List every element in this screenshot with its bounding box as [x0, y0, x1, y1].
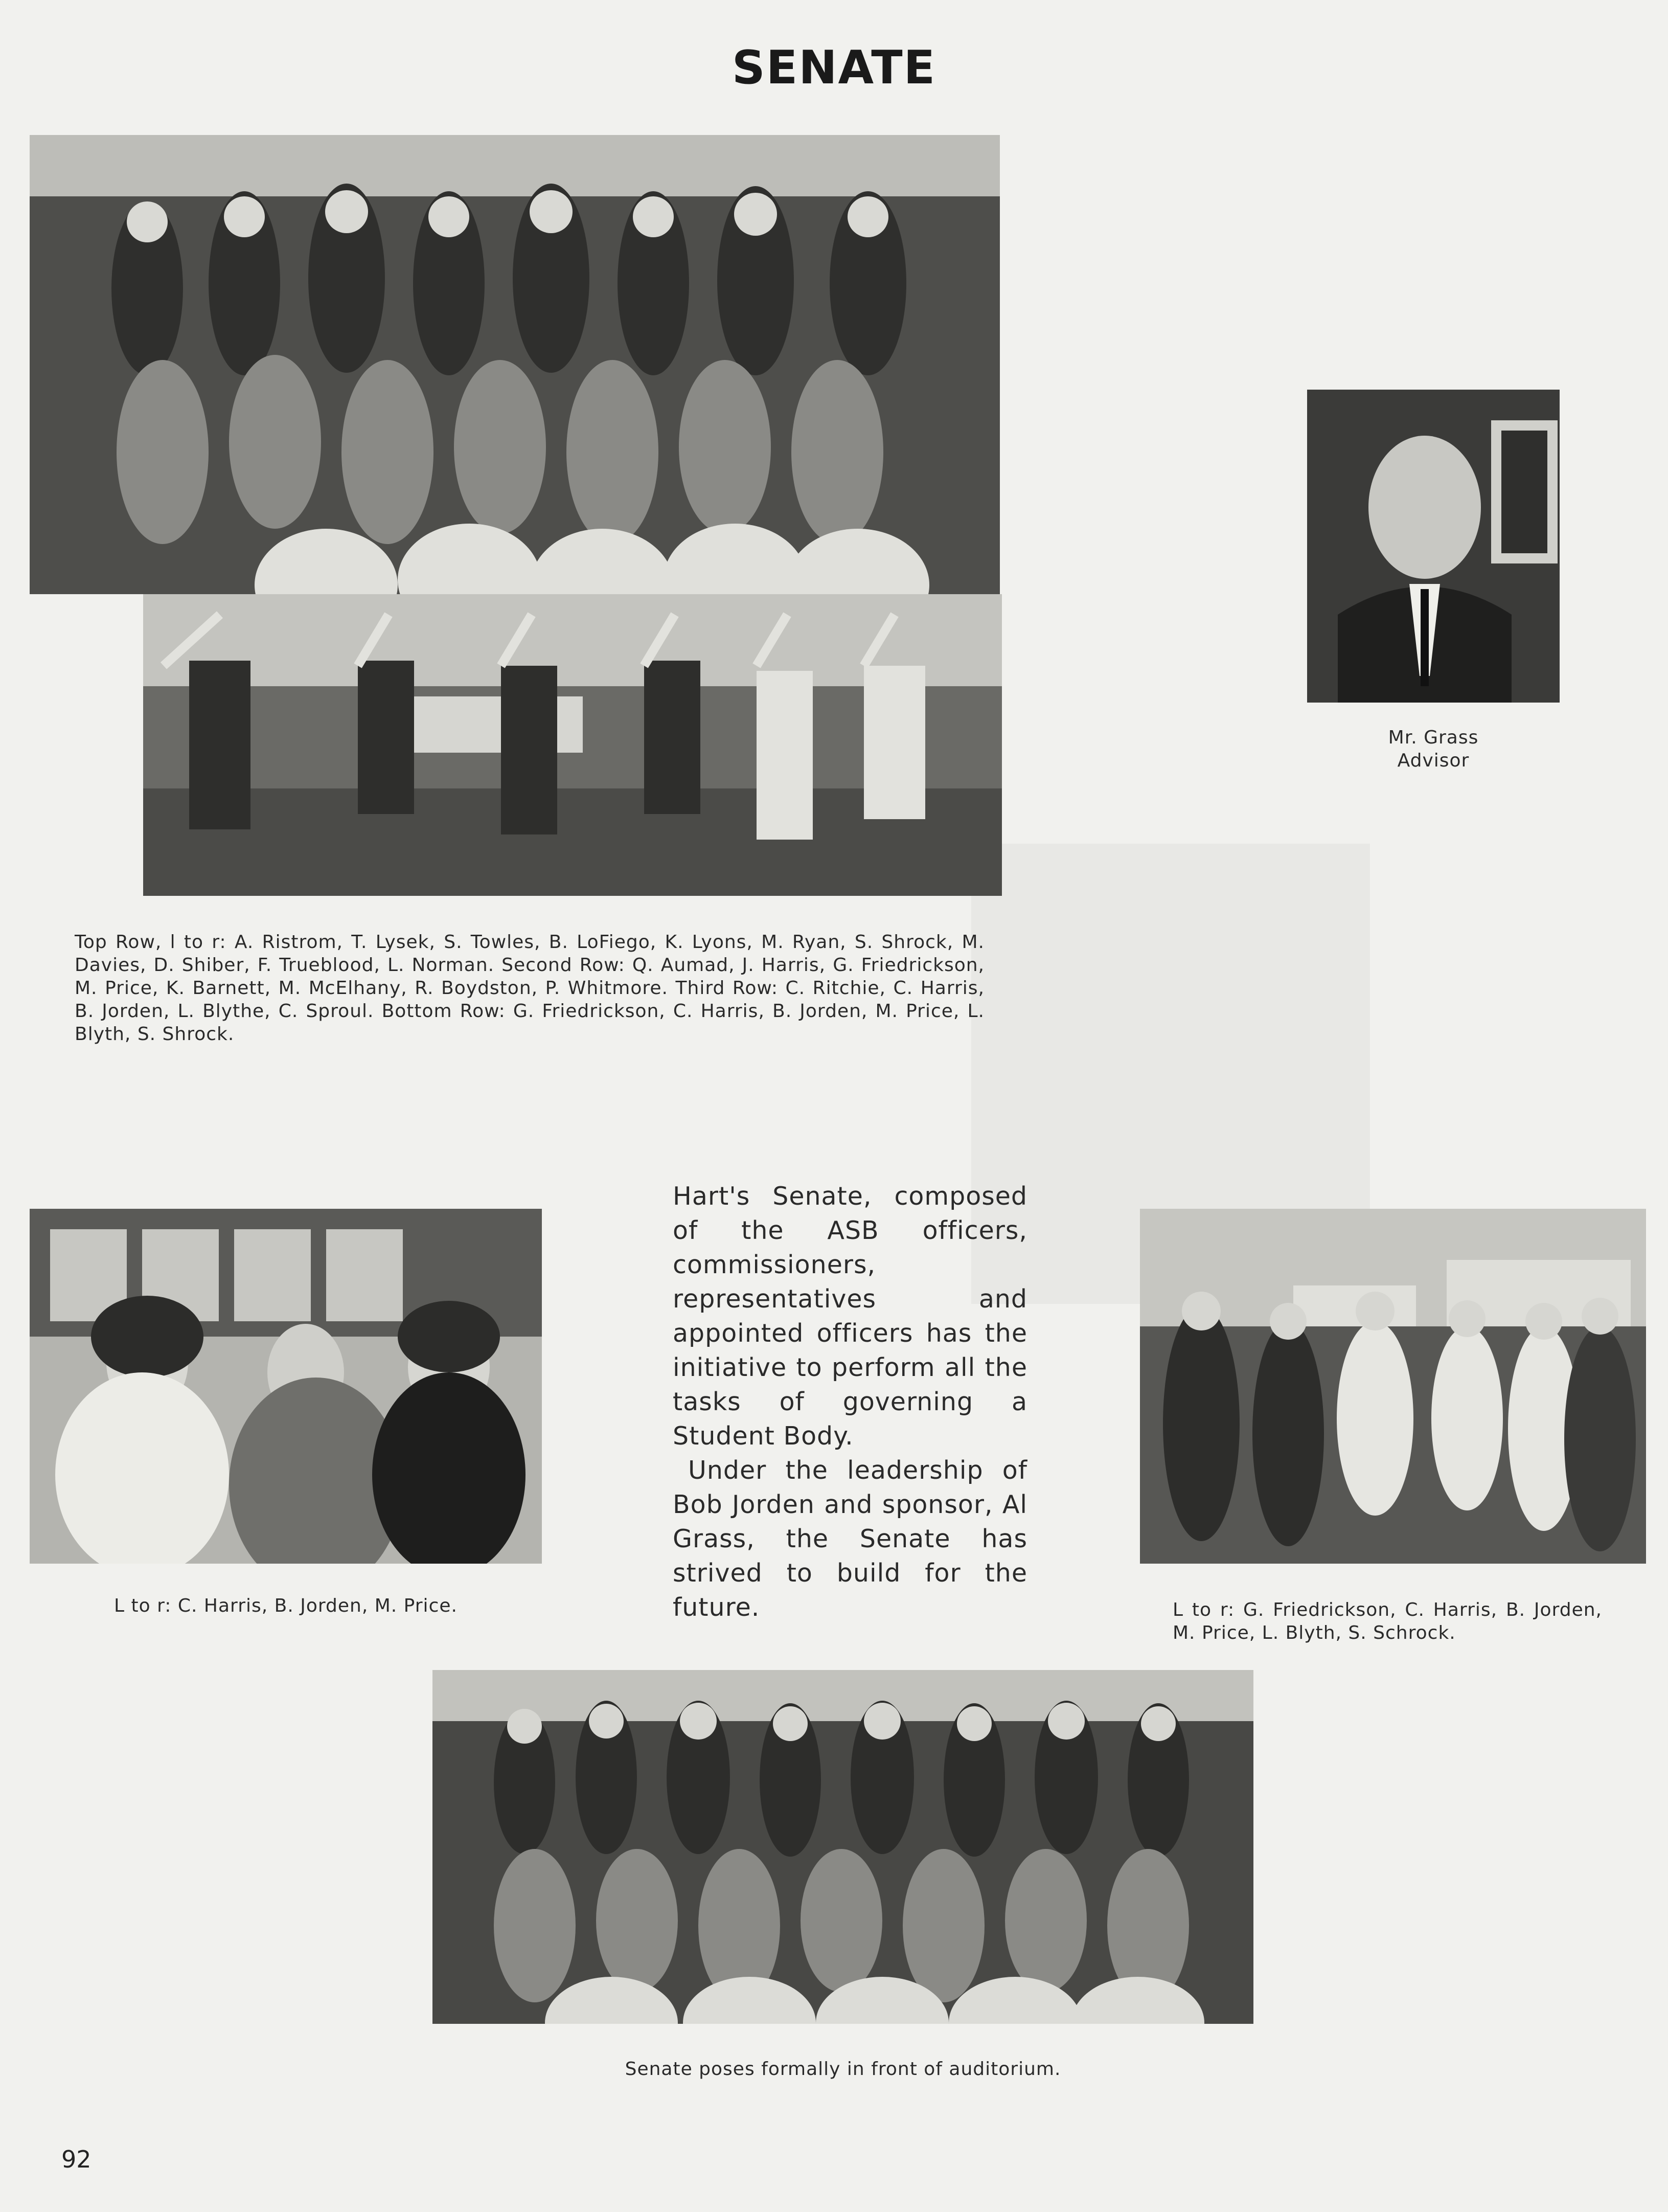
group-photo-top	[30, 135, 1000, 594]
group-rows-caption: Top Row, l to r: A. Ristrom, T. Lysek, S. Towles, B. LoFiego, K. Lyons, M. Ryan, S. Shrock, M. Davies, D. Shiber, F. Trueblood, L. Norman. Second Row: Q. Aumad, J. Harris, G. Friedrickson, M. Price, K. Barnett, M. McElhany, R. Boydston, P. Whitmore. Third Row: C. Ritchie, C. Harris, B. Jorden, L. Blythe, C. Sproul. Bottom Row: G. Friedrickson, C. Harris, B. Jorden, M. Price, L. Blyth, S. Shrock.	[75, 932, 985, 1045]
formal-photo	[432, 1670, 1253, 2024]
advisor-portrait	[1307, 390, 1560, 703]
officers-caption: L to r: G. Friedrickson, C. Harris, B. Jorden, M. Price, L. Blyth, S. Schrock.	[1173, 1599, 1602, 1643]
advisor-name: Mr. Grass	[1388, 727, 1479, 748]
body-paragraph-2: Under the leadership of Bob Jorden and sponsor, Al Grass, the Senate has strived to build for the future.	[673, 1456, 1027, 1622]
cheer-photo	[143, 594, 1002, 896]
officers-photo	[1140, 1209, 1646, 1564]
advisor-caption	[1307, 726, 1560, 772]
trio-photo	[30, 1209, 542, 1564]
senate-description	[673, 1179, 1027, 1624]
advisor-role: Advisor	[1397, 750, 1470, 771]
body-paragraph-1: Hart's Senate, composed of the ASB officers, commissioners, representatives and appointed officers has the initiative to perform all the tasks of governing a Student Body.	[673, 1182, 1027, 1451]
trio-caption: L to r: C. Harris, B. Jorden, M. Price.	[114, 1595, 458, 1616]
page-number: 92	[61, 2146, 92, 2173]
page-title: SENATE	[732, 41, 936, 95]
formal-caption: Senate poses formally in front of auditorium.	[625, 2059, 1061, 2080]
